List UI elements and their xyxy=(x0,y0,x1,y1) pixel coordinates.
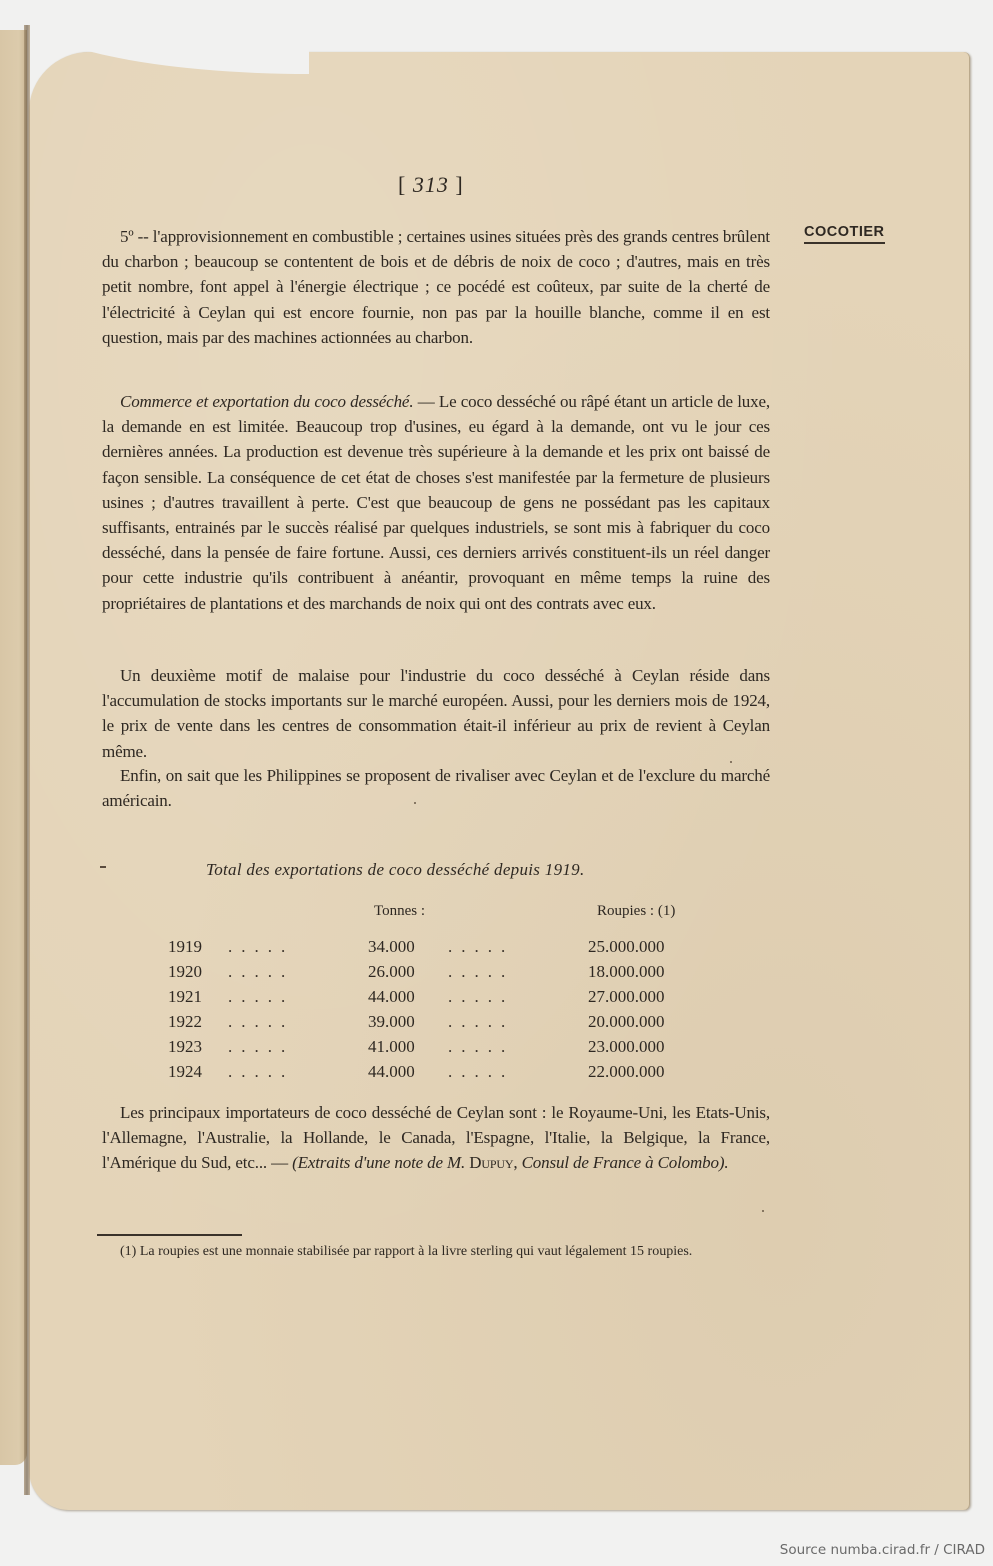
dot-leader: ..... xyxy=(228,1036,295,1056)
dot-leader: ..... xyxy=(448,986,515,1006)
table-row xyxy=(168,1034,698,1059)
column-header-roupies: Roupies : (1) xyxy=(597,903,676,919)
paper-speck xyxy=(730,761,732,763)
roupies-cell: 25.000.000 xyxy=(588,936,665,956)
table-row xyxy=(168,1009,698,1034)
table-row xyxy=(168,934,698,959)
dot-leader: ..... xyxy=(448,961,515,981)
paragraph-importers xyxy=(102,1100,770,1176)
citation-role: Consul de France à Colombo). xyxy=(521,1153,729,1173)
year-cell: 1922 xyxy=(168,1011,202,1031)
paragraph-text-container xyxy=(102,1100,770,1176)
dot-leader: ..... xyxy=(228,1061,295,1081)
year-cell: 1921 xyxy=(168,986,202,1006)
paragraph-commerce xyxy=(102,389,770,616)
year-cell: 1920 xyxy=(168,961,202,981)
paragraph-fuel-supply xyxy=(102,224,770,350)
paper-speck xyxy=(762,1210,764,1212)
table-margin-mark xyxy=(100,866,106,868)
dot-leader: ..... xyxy=(228,961,295,981)
paragraph-text: Les principaux importateurs de coco desséché de Ceylan sont : le Royaume-Uni, les Etats-Unis, l'Allemagne, l'Australie, la Hollande, le Canada, l'Espagne, l'Italie, la Belgique, la France, l'Amérique du Sud, etc... — xyxy=(102,1103,770,1173)
book-spine xyxy=(24,25,30,1495)
paragraph-philippines xyxy=(102,763,770,813)
roupies-cell: 18.000.000 xyxy=(588,961,665,981)
tonnes-cell: 34.000 xyxy=(368,936,415,956)
facing-page-edge xyxy=(0,30,27,1465)
footnote-divider xyxy=(97,1234,242,1236)
year-cell: 1919 xyxy=(168,936,202,956)
column-header-tonnes: Tonnes : xyxy=(374,903,426,919)
citation-text: (Extraits d'une note de M. xyxy=(292,1153,470,1173)
paper-speck xyxy=(414,802,416,804)
paragraph-text: Enfin, on sait que les Philippines se proposent de rivaliser avec Ceylan et de l'exclure du marché américain. xyxy=(102,766,770,811)
dot-leader: ..... xyxy=(448,1011,515,1031)
citation-separator: , xyxy=(513,1153,522,1173)
table-title: Total des exportations de coco desséché depuis 1919. xyxy=(206,860,585,879)
year-cell: 1924 xyxy=(168,1061,202,1081)
tonnes-cell: 26.000 xyxy=(368,961,415,981)
tonnes-cell: 44.000 xyxy=(368,986,415,1006)
dot-leader: ..... xyxy=(228,986,295,1006)
tonnes-cell: 44.000 xyxy=(368,1061,415,1081)
footnote xyxy=(102,1242,770,1261)
table-row xyxy=(168,959,698,984)
paragraph-text: — Le coco desséché ou râpé étant un article de luxe, la demande en est limitée. Beaucoup trop d'usines, eu égard à la demande, ont vu le jour ces dernières années. La production est devenue très supérieure à la demande et les prix ont baissé de façon sensible. La conséquence de cet état de choses s'est manifestée par la fermeture de plusieurs usines ; d'autres travaillent à perte. C'est que beaucoup de gens ne possédant pas les capitaux suffisants, entrainés par le succès réalisé par quelques industriels, se sont mis à fabriquer du coco desséché, dans la pensée de faire fortune. Aussi, ces derniers arrivés constituent-ils un réel danger pour cette industrie qu'ils contribuent à anéantir, provoquant en même temps la ruine des propriétaires de plantations et des marchands de noix qui ont des contrats avec eux. xyxy=(102,392,771,613)
footnote-text: (1) La roupies est une monnaie stabilisée par rapport à la livre sterling qui vaut légalement 15 roupies. xyxy=(120,1244,693,1259)
citation-author: Dupuy xyxy=(469,1153,514,1173)
source-credit: Source numba.cirad.fr / CIRAD xyxy=(779,1542,985,1558)
dot-leader: ..... xyxy=(448,1036,515,1056)
table-row xyxy=(168,984,698,1009)
dot-leader: ..... xyxy=(448,936,515,956)
paragraph-text-container xyxy=(102,389,770,616)
dot-leader: ..... xyxy=(228,1011,295,1031)
paragraph-text: 5º -- l'approvisionnement en combustible ; certaines usines situées près des grands centres brûlent du charbon ; beaucoup se contentent de bois et de débris de noix de coco ; d'autres, mais en très petit nombre, font appel à l'énergie électrique ; ce pocédé est coûteux, par suite de la cherté de l'électricité à Ceylan qui est encore fournie, non pas par la houille blanche, comme il en est question, mais par des machines actionnées au charbon. xyxy=(102,227,770,347)
dot-leader: ..... xyxy=(228,936,295,956)
roupies-cell: 20.000.000 xyxy=(588,1011,665,1031)
roupies-cell: 27.000.000 xyxy=(588,986,665,1006)
roupies-cell: 22.000.000 xyxy=(588,1061,665,1081)
page-number xyxy=(398,172,464,198)
bracket-close: ] xyxy=(448,172,464,197)
paragraph-heading: Commerce et exportation du coco desséché. xyxy=(120,392,414,411)
roupies-cell: 23.000.000 xyxy=(588,1036,665,1056)
dot-leader: ..... xyxy=(448,1061,515,1081)
export-table xyxy=(168,934,698,1084)
year-cell: 1923 xyxy=(168,1036,202,1056)
paragraph-text: Un deuxième motif de malaise pour l'industrie du coco desséché à Ceylan réside dans l'accumulation de stocks importants sur le marché européen. Aussi, pour les derniers mois de 1924, le prix de vente dans les centres de consommation était-il inférieur au prix de revient à Ceylan même. xyxy=(102,666,770,761)
section-label: COCOTIER xyxy=(804,224,885,244)
paragraph-malaise xyxy=(102,663,770,764)
table-row xyxy=(168,1059,698,1084)
bracket-open: [ xyxy=(398,172,413,197)
tonnes-cell: 41.000 xyxy=(368,1036,415,1056)
tonnes-cell: 39.000 xyxy=(368,1011,415,1031)
page-number-value: 313 xyxy=(412,172,449,197)
